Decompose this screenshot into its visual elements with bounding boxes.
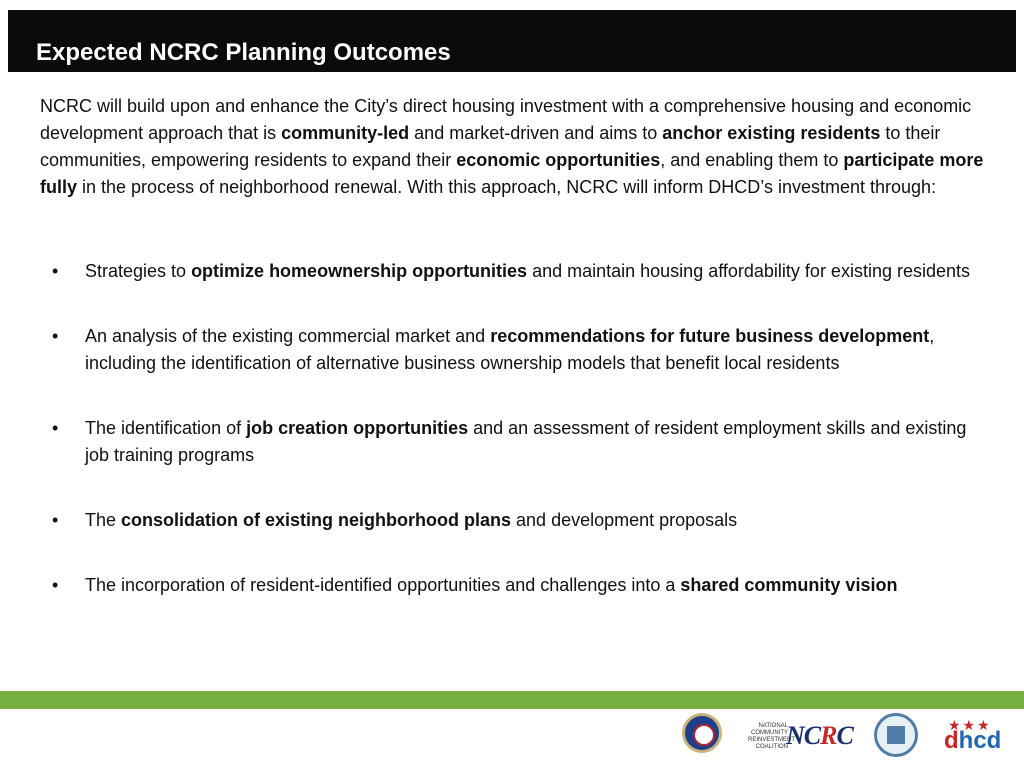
body-text: and an assessment of resident employment skills and existing job training programs — [85, 418, 967, 465]
outcome-bullet-item — [40, 258, 990, 285]
body-text: Strategies to — [85, 261, 192, 281]
intro-paragraph — [40, 93, 990, 201]
outcome-bullet-item — [40, 507, 990, 534]
body-text: The — [85, 510, 122, 530]
dhcd-stars: ★★★ — [948, 717, 992, 733]
emphasis-text: optimize homeownership opportunities — [191, 261, 528, 281]
outcome-bullet-item — [40, 323, 990, 377]
title-bar — [8, 10, 1016, 72]
body-text: An analysis of the existing commercial market and — [85, 326, 491, 346]
hud-seal-logo — [874, 713, 918, 757]
dhcd-logo: dhcd — [944, 727, 1002, 754]
body-text: NCRC will build upon and enhance the City’s direct housing investment with a comprehensive housing and economic development approach that is — [40, 96, 972, 143]
body-text: The identification of — [85, 418, 247, 438]
bullet-icon: • — [52, 326, 59, 346]
city-seal-logo — [682, 713, 722, 753]
bullet-icon: • — [52, 510, 59, 530]
body-text: , and enabling them to — [660, 150, 844, 170]
slide-title: Expected NCRC Planning Outcomes — [36, 39, 451, 66]
body-text: in the process of neighborhood renewal. With this approach, NCRC will inform DHCD’s investment through: — [77, 177, 937, 197]
body-text: and maintain housing affordability for existing residents — [527, 261, 971, 281]
bullet-icon: • — [52, 418, 59, 438]
emphasis-text: participate more fully — [40, 150, 984, 197]
emphasis-text: shared community vision — [680, 575, 898, 595]
body-text: and development proposals — [511, 510, 738, 530]
outcome-bullet-item — [40, 415, 990, 469]
footer-accent-bar — [0, 691, 1024, 709]
bullet-icon: • — [52, 261, 59, 281]
bullet-icon: • — [52, 575, 59, 595]
partner-logos — [0, 713, 1024, 761]
emphasis-text: anchor existing residents — [662, 123, 881, 143]
outcome-bullet-item — [40, 572, 990, 599]
emphasis-text: economic opportunities — [456, 150, 661, 170]
outcomes-list — [40, 258, 990, 637]
emphasis-text: job creation opportunities — [246, 418, 469, 438]
ncrc-logo: NCRC — [786, 721, 853, 750]
body-text: , including the identification of alternative business ownership models that benefit local residents — [85, 326, 935, 373]
body-text: The incorporation of resident-identified opportunities and challenges into a — [85, 575, 681, 595]
body-text: and market-driven and aims to — [409, 123, 663, 143]
ncrc-small-text: NATIONAL COMMUNITY REINVESTMENT COALITION — [748, 723, 796, 750]
emphasis-text: community-led — [281, 123, 410, 143]
body-text: to their communities, empowering residents to expand their — [40, 123, 941, 170]
emphasis-text: recommendations for future business development — [490, 326, 930, 346]
emphasis-text: consolidation of existing neighborhood plans — [121, 510, 512, 530]
